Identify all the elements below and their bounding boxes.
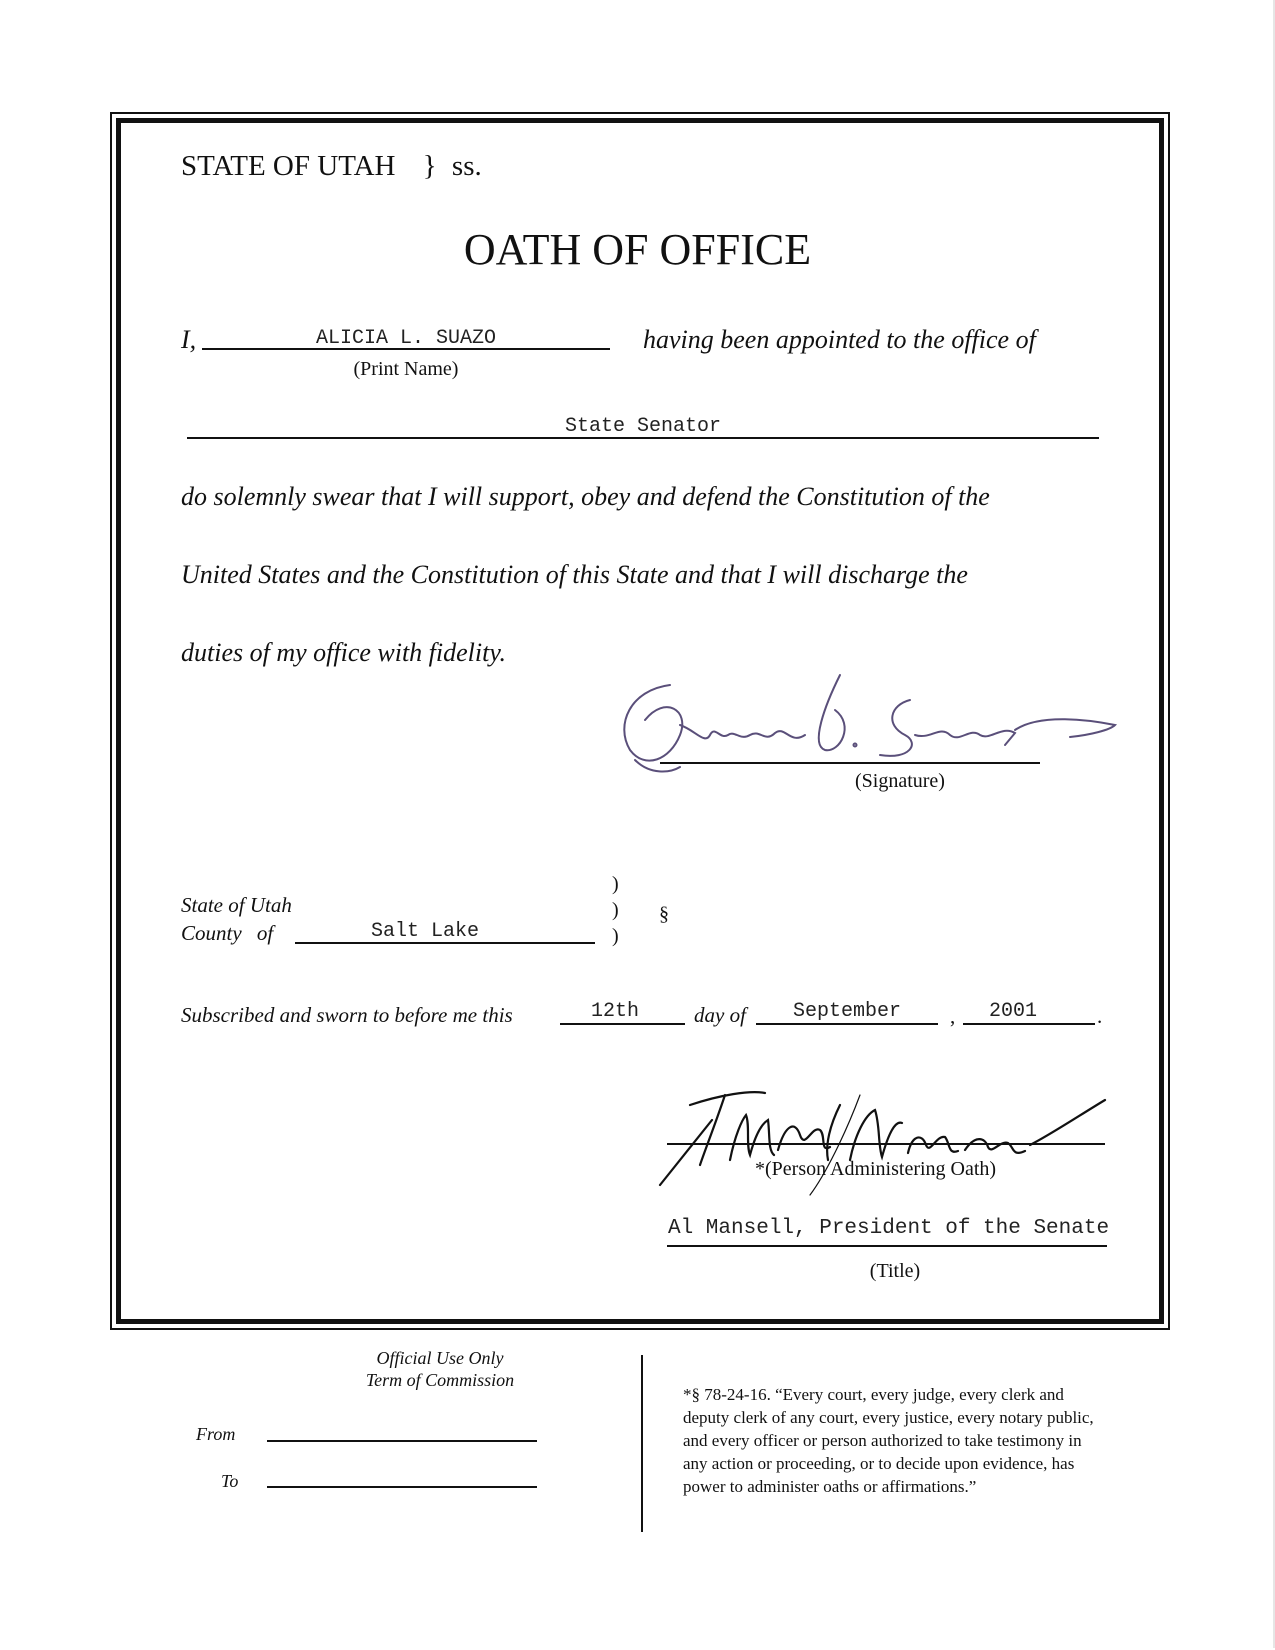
state-name: STATE OF UTAH	[181, 150, 396, 182]
administrator-signature-rule	[667, 1143, 1105, 1145]
title-rule	[667, 1245, 1107, 1247]
statute-footnote	[683, 1383, 1094, 1498]
office-value: State Senator	[564, 415, 722, 438]
oath-body-line-3: duties of my office with fidelity.	[181, 638, 506, 667]
from-rule	[267, 1440, 537, 1442]
day-of-label: day of	[694, 1003, 746, 1027]
oath-taker-signature	[610, 665, 1130, 785]
administrator-title-value: Al Mansell, President of the Senate	[668, 1217, 1110, 1240]
date-comma: ,	[950, 1004, 956, 1028]
footnote-line-2: deputy clerk of any court, every justice, every notary public,	[683, 1408, 1094, 1427]
county-word: County	[181, 921, 242, 945]
signature-caption: (Signature)	[855, 770, 945, 792]
month-value: September	[792, 1000, 902, 1023]
date-period: .	[1097, 1004, 1103, 1028]
paren-1: )	[612, 873, 619, 895]
official-use-line-2: Term of Commission	[365, 1370, 515, 1390]
day-rule	[560, 1023, 685, 1025]
appointed-text: having been appointed to the office of	[643, 325, 1036, 354]
state-heading	[181, 150, 482, 183]
brace: }	[422, 150, 437, 182]
oath-body-line-1: do solemnly swear that I will support, obey and defend the Constitution of the	[181, 482, 990, 511]
oath-prefix: I,	[181, 325, 197, 354]
title-caption: (Title)	[869, 1260, 921, 1282]
footnote-line-1: *§ 78-24-16. “Every court, every judge, every clerk and	[683, 1385, 1064, 1404]
print-name-caption: (Print Name)	[353, 358, 459, 380]
from-label: From	[196, 1424, 236, 1444]
print-name-value: ALICIA L. SUAZO	[315, 327, 497, 350]
administrator-caption: *(Person Administering Oath)	[755, 1158, 997, 1180]
subscribed-lead: Subscribed and sworn to before me this	[181, 1003, 513, 1027]
paren-3: )	[612, 925, 619, 947]
section-symbol: §	[659, 903, 669, 925]
county-of-word: of	[256, 921, 274, 945]
to-label: To	[221, 1471, 239, 1491]
venue-state: State of Utah	[181, 893, 292, 917]
day-value: 12th	[590, 1000, 639, 1023]
footnote-line-3: and every officer or person authorized to take testimony in	[683, 1431, 1082, 1450]
month-rule	[756, 1023, 938, 1025]
year-value: 2001	[988, 1000, 1037, 1023]
paren-2: )	[612, 899, 619, 921]
footnote-line-5: power to administer oaths or affirmations.”	[683, 1477, 977, 1496]
section-divider	[641, 1355, 643, 1532]
venue-county-label	[181, 921, 273, 946]
ss-label: ss.	[451, 150, 482, 182]
county-value: Salt Lake	[370, 920, 480, 943]
to-rule	[267, 1486, 537, 1488]
oath-body-line-2: United States and the Constitution of this State and that I will discharge the	[181, 560, 968, 589]
year-rule	[963, 1023, 1095, 1025]
document-title: OATH OF OFFICE	[463, 225, 812, 274]
footnote-line-4: any action or proceeding, or to decide upon evidence, has	[683, 1454, 1075, 1473]
official-use-line-1: Official Use Only	[376, 1348, 504, 1368]
